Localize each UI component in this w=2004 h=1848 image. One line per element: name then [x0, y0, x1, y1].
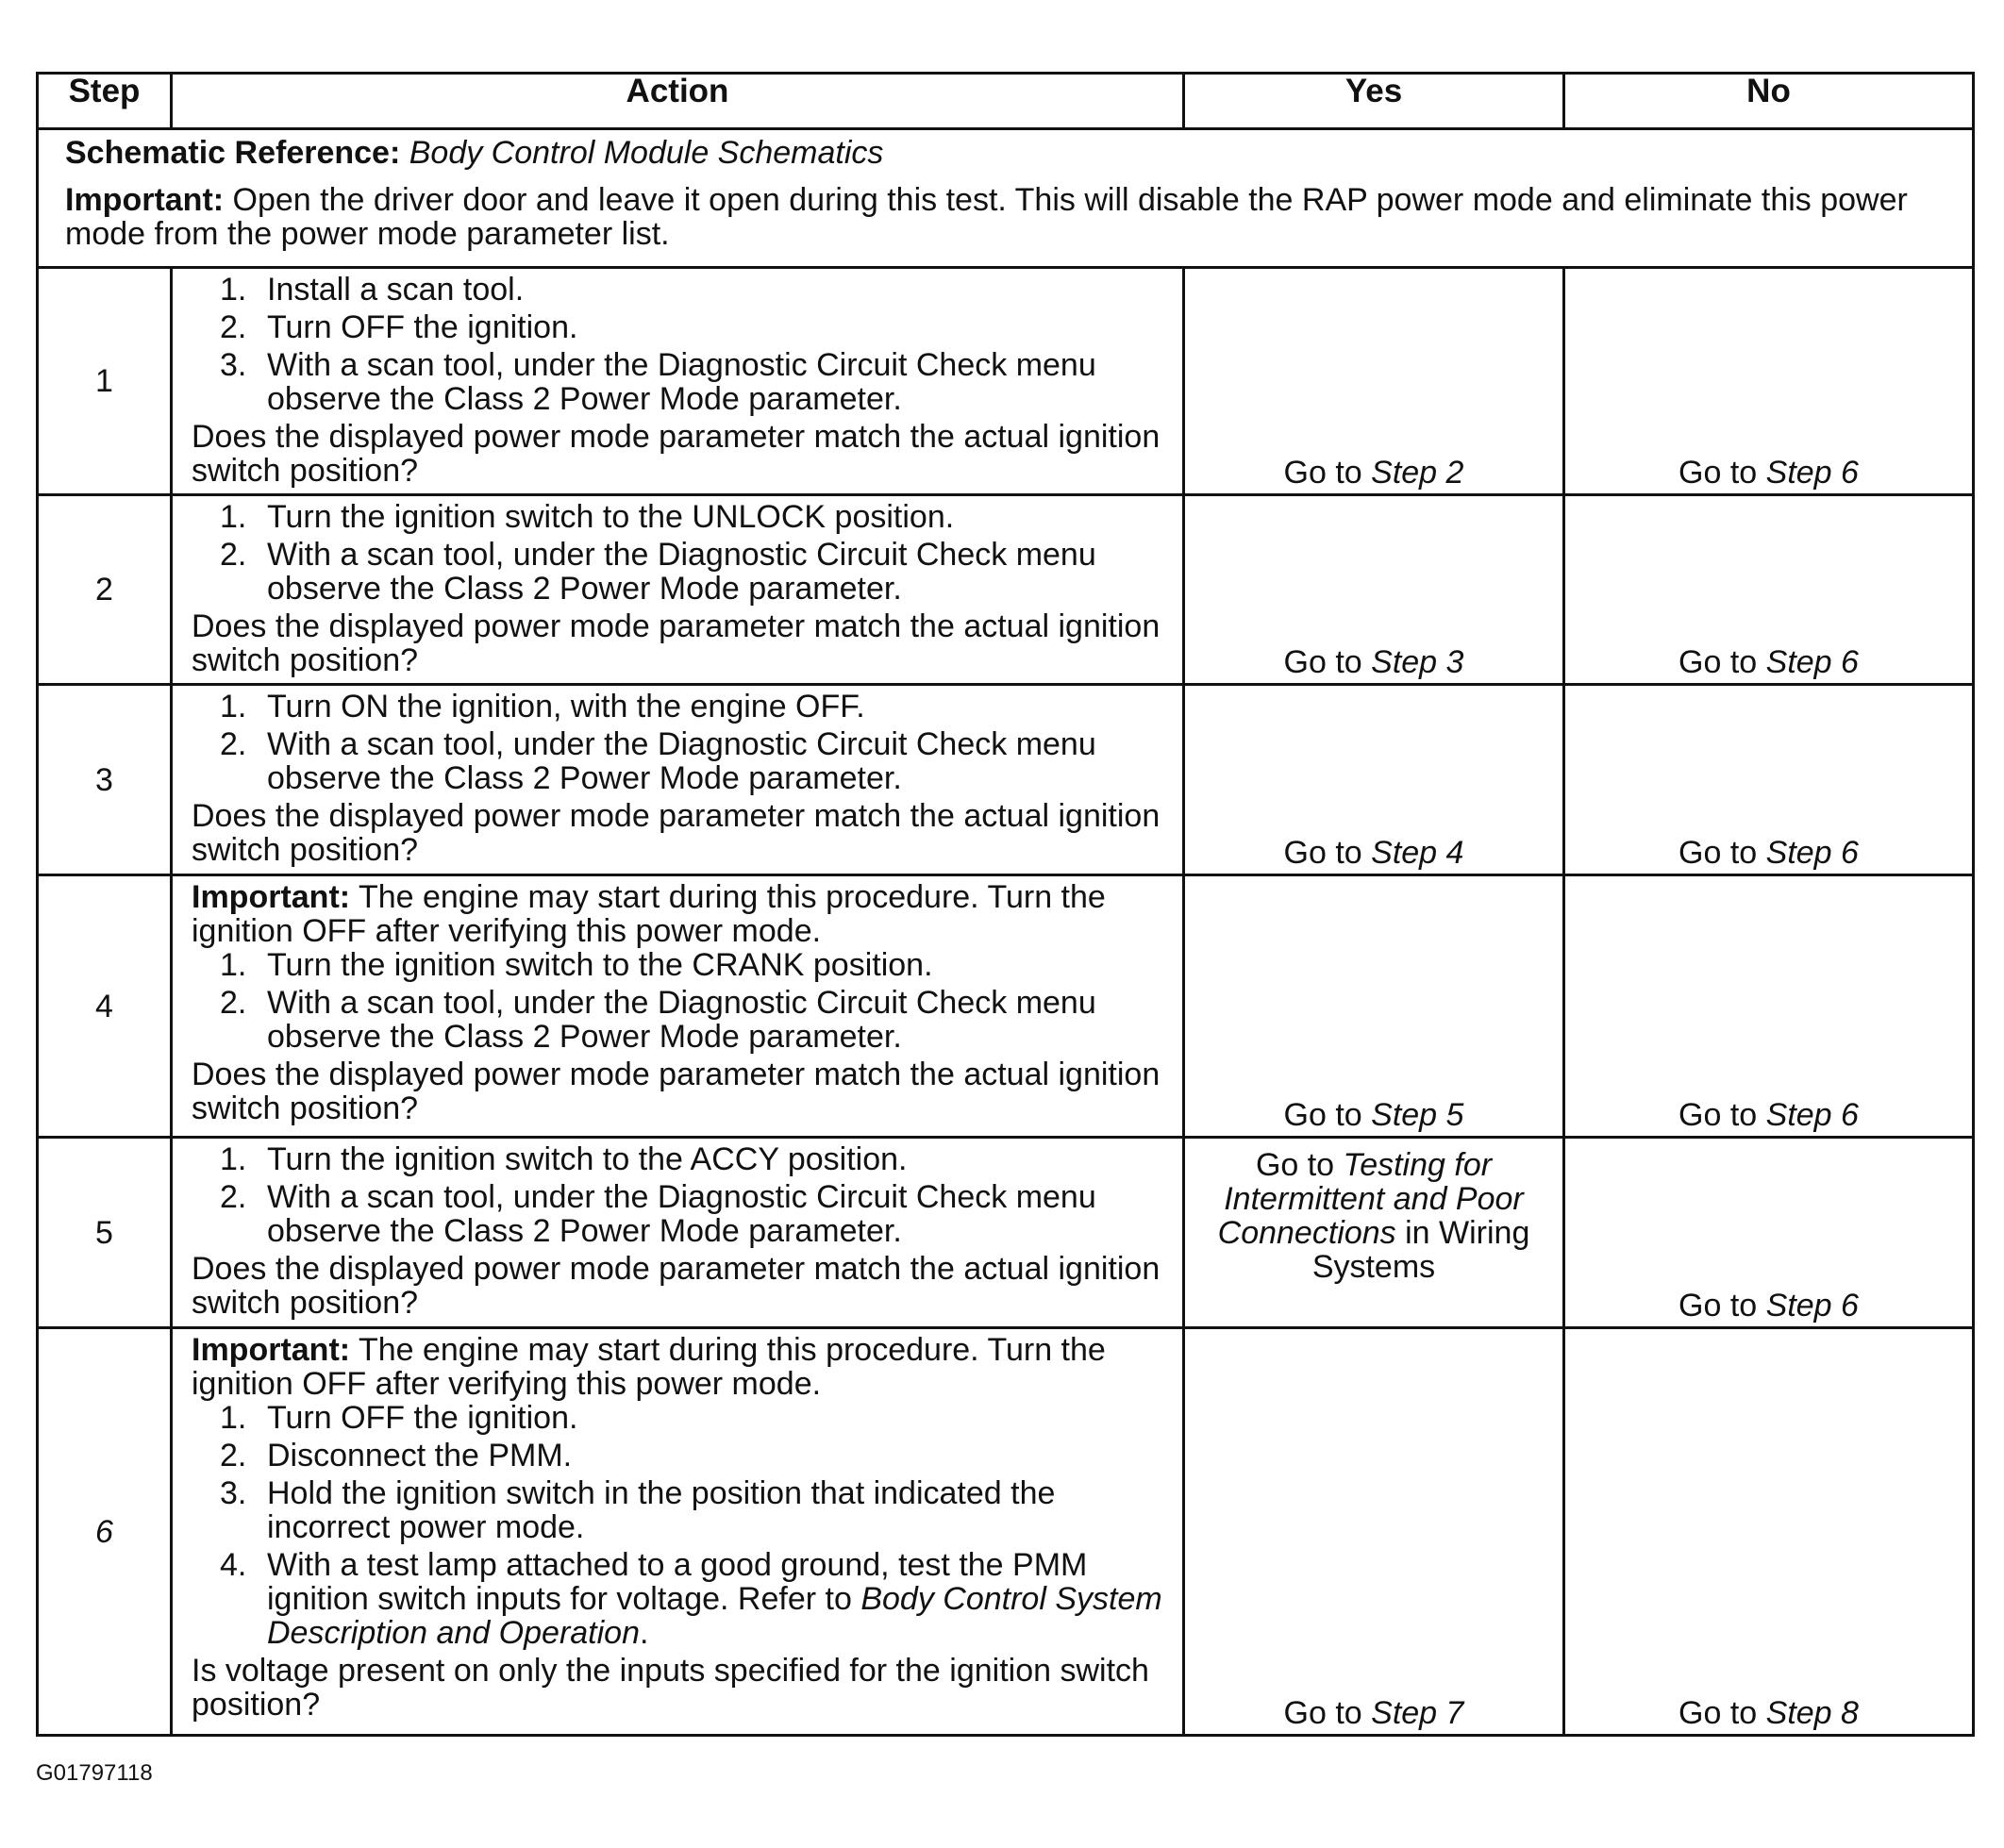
- step-important-note: [192, 880, 1163, 948]
- procedure-item: [192, 348, 1163, 416]
- no-goto-link[interactable]: Step 6: [1765, 835, 1859, 871]
- action-cell: [172, 495, 1184, 685]
- no-prefix: Go to: [1678, 1097, 1766, 1133]
- yes-goto-link[interactable]: Testing for Intermittent and Poor Connections: [1217, 1147, 1524, 1251]
- no-prefix: Go to: [1678, 1695, 1766, 1731]
- procedure-item-number: 1.: [220, 499, 247, 535]
- yes-goto-link[interactable]: Step 3: [1371, 644, 1464, 680]
- yes-prefix: Go to: [1255, 1147, 1344, 1183]
- table-header-row: [38, 74, 1974, 129]
- yes-cell: [1184, 1138, 1564, 1328]
- no-cell: [1564, 685, 1974, 875]
- procedure-item: [192, 1548, 1163, 1650]
- procedure-item-text: With a scan tool, under the Diagnostic Circuit Check menu observe the Class 2 Power Mode parameter.: [267, 347, 1096, 417]
- procedure-item-text: Install a scan tool.: [267, 272, 525, 308]
- procedure-item-number: 1.: [220, 689, 247, 724]
- procedure-item-number: 2.: [220, 1438, 247, 1473]
- yes-suffix: in Wiring Systems: [1311, 1215, 1530, 1285]
- important-label: Important:: [65, 182, 225, 218]
- no-goto-link[interactable]: Step 6: [1765, 644, 1859, 680]
- yes-goto-link[interactable]: Step 5: [1371, 1097, 1464, 1133]
- diagnostic-table: [36, 72, 1975, 1737]
- yes-goto-link[interactable]: Step 2: [1371, 455, 1464, 491]
- procedure-list: [192, 690, 1163, 795]
- schematic-reference: [65, 136, 1957, 170]
- procedure-item-number: 1.: [220, 947, 247, 983]
- step-number: 1: [38, 268, 172, 495]
- no-cell: [1564, 875, 1974, 1138]
- procedure-item: [192, 690, 1163, 724]
- procedure-item-number: 3.: [220, 1475, 247, 1511]
- procedure-item: [192, 538, 1163, 606]
- table-row: [38, 875, 1974, 1138]
- procedure-item-text: Turn ON the ignition, with the engine OFF.: [267, 689, 865, 724]
- no-goto-link[interactable]: Step 8: [1765, 1695, 1859, 1731]
- no-prefix: Go to: [1678, 455, 1766, 491]
- no-goto-link[interactable]: Step 6: [1765, 1288, 1859, 1324]
- no-goto-link[interactable]: Step 6: [1765, 455, 1859, 491]
- diagnostic-table-container: [36, 72, 1972, 1737]
- important-note: [65, 183, 1957, 251]
- step-important-text: The engine may start during this procedure. Turn the ignition OFF after verifying this power mode.: [192, 1332, 1106, 1402]
- schematic-reference-link[interactable]: Body Control Module Schematics: [409, 135, 884, 171]
- header-action: Action: [172, 74, 1184, 129]
- procedure-list: [192, 1142, 1163, 1248]
- step-number: 3: [38, 685, 172, 875]
- procedure-item-text: Turn the ignition switch to the CRANK position.: [267, 947, 933, 983]
- yes-prefix: Go to: [1283, 835, 1372, 871]
- procedure-item-number: 3.: [220, 347, 247, 383]
- step-question: Does the displayed power mode parameter match the actual ignition switch position?: [192, 608, 1161, 678]
- procedure-list: [192, 500, 1163, 606]
- procedure-item-text: With a scan tool, under the Diagnostic Circuit Check menu observe the Class 2 Power Mode parameter.: [267, 726, 1096, 796]
- yes-cell: [1184, 1328, 1564, 1736]
- no-cell: [1564, 1138, 1974, 1328]
- graphic-id: G01797118: [36, 1760, 153, 1786]
- action-cell: [172, 268, 1184, 495]
- no-cell: [1564, 268, 1974, 495]
- procedure-item-text: Turn the ignition switch to the ACCY position.: [267, 1141, 908, 1177]
- action-cell: [172, 1138, 1184, 1328]
- step-number: 4: [38, 875, 172, 1138]
- table-row: [38, 685, 1974, 875]
- yes-prefix: Go to: [1283, 1695, 1372, 1731]
- step-number: 5: [38, 1138, 172, 1328]
- procedure-item-number: 2.: [220, 985, 247, 1021]
- procedure-item-text: Turn OFF the ignition.: [267, 309, 578, 345]
- yes-goto-link[interactable]: Step 4: [1371, 835, 1464, 871]
- step-number: 6: [38, 1328, 172, 1736]
- procedure-item: [192, 727, 1163, 795]
- procedure-item-text: Disconnect the PMM.: [267, 1438, 573, 1473]
- procedure-list: [192, 948, 1163, 1054]
- no-prefix: Go to: [1678, 1288, 1766, 1324]
- procedure-item: [192, 1401, 1163, 1435]
- procedure-list: [192, 1401, 1163, 1650]
- step-question: Does the displayed power mode parameter match the actual ignition switch position?: [192, 1251, 1161, 1321]
- procedure-item: [192, 948, 1163, 982]
- important-text: Open the driver door and leave it open during this test. This will disable the RAP power mode and eliminate this power mode from the power mode parameter list.: [65, 182, 1908, 252]
- yes-prefix: Go to: [1283, 455, 1372, 491]
- procedure-item-text: Turn OFF the ignition.: [267, 1400, 578, 1436]
- reference-cell: [38, 129, 1974, 268]
- schematic-reference-label: Schematic Reference:: [65, 135, 401, 171]
- step-number: 2: [38, 495, 172, 685]
- step-question: Does the displayed power mode parameter match the actual ignition switch position?: [192, 419, 1161, 489]
- header-yes: Yes: [1184, 74, 1564, 129]
- procedure-item-number: 1.: [220, 1141, 247, 1177]
- yes-cell: [1184, 685, 1564, 875]
- action-cell: [172, 875, 1184, 1138]
- procedure-item-text: Turn the ignition switch to the UNLOCK position.: [267, 499, 955, 535]
- procedure-item-text: With a scan tool, under the Diagnostic Circuit Check menu observe the Class 2 Power Mode parameter.: [267, 985, 1096, 1055]
- procedure-item: [192, 1476, 1163, 1544]
- no-goto-link[interactable]: Step 6: [1765, 1097, 1859, 1133]
- procedure-item: [192, 273, 1163, 307]
- procedure-list: [192, 273, 1163, 416]
- procedure-item: [192, 1439, 1163, 1473]
- action-cell: [172, 685, 1184, 875]
- procedure-item-number: 2.: [220, 726, 247, 762]
- step-question: Does the displayed power mode parameter match the actual ignition switch position?: [192, 798, 1161, 868]
- no-cell: [1564, 1328, 1974, 1736]
- procedure-item-text: Hold the ignition switch in the position that indicated the incorrect power mode.: [267, 1475, 1056, 1545]
- procedure-item-number: 1.: [220, 272, 247, 308]
- step-question: Does the displayed power mode parameter match the actual ignition switch position?: [192, 1057, 1161, 1126]
- yes-prefix: Go to: [1283, 644, 1372, 680]
- step-important-text: The engine may start during this procedure. Turn the ignition OFF after verifying this power mode.: [192, 879, 1106, 949]
- procedure-item: [192, 1142, 1163, 1176]
- table-row: [38, 495, 1974, 685]
- step-important-note: [192, 1333, 1163, 1401]
- header-no: No: [1564, 74, 1974, 129]
- step-question: Is voltage present on only the inputs specified for the ignition switch position?: [192, 1653, 1149, 1723]
- procedure-item-number: 2.: [220, 1179, 247, 1215]
- header-step: Step: [38, 74, 172, 129]
- no-prefix: Go to: [1678, 644, 1766, 680]
- procedure-item-text: With a scan tool, under the Diagnostic Circuit Check menu observe the Class 2 Power Mode parameter.: [267, 1179, 1096, 1249]
- procedure-item: [192, 986, 1163, 1054]
- procedure-item-number: 4.: [220, 1547, 247, 1583]
- step-important-label: Important:: [192, 1332, 351, 1368]
- procedure-item-number: 1.: [220, 1400, 247, 1436]
- procedure-item-reference-link[interactable]: Body Control System Description and Operation: [267, 1581, 1162, 1651]
- step-rows: [38, 268, 1974, 1736]
- table-row: [38, 268, 1974, 495]
- procedure-item-text: With a scan tool, under the Diagnostic Circuit Check menu observe the Class 2 Power Mode parameter.: [267, 537, 1096, 607]
- table-row: [38, 1138, 1974, 1328]
- action-cell: [172, 1328, 1184, 1736]
- no-cell: [1564, 495, 1974, 685]
- procedure-item: [192, 500, 1163, 534]
- reference-row: [38, 129, 1974, 268]
- procedure-item-number: 2.: [220, 309, 247, 345]
- procedure-item-number: 2.: [220, 537, 247, 573]
- no-prefix: Go to: [1678, 835, 1766, 871]
- table-row: [38, 1328, 1974, 1736]
- procedure-item: [192, 1180, 1163, 1248]
- yes-cell: [1184, 268, 1564, 495]
- step-important-label: Important:: [192, 879, 351, 915]
- procedure-item-text: With a test lamp attached to a good ground, test the PMM ignition switch inputs for voltage. Refer to: [267, 1547, 1088, 1617]
- procedure-item-punctuation: .: [640, 1615, 649, 1651]
- yes-cell: [1184, 495, 1564, 685]
- yes-cell: [1184, 875, 1564, 1138]
- yes-goto-link[interactable]: Step 7: [1371, 1695, 1464, 1731]
- yes-prefix: Go to: [1283, 1097, 1372, 1133]
- procedure-item: [192, 310, 1163, 344]
